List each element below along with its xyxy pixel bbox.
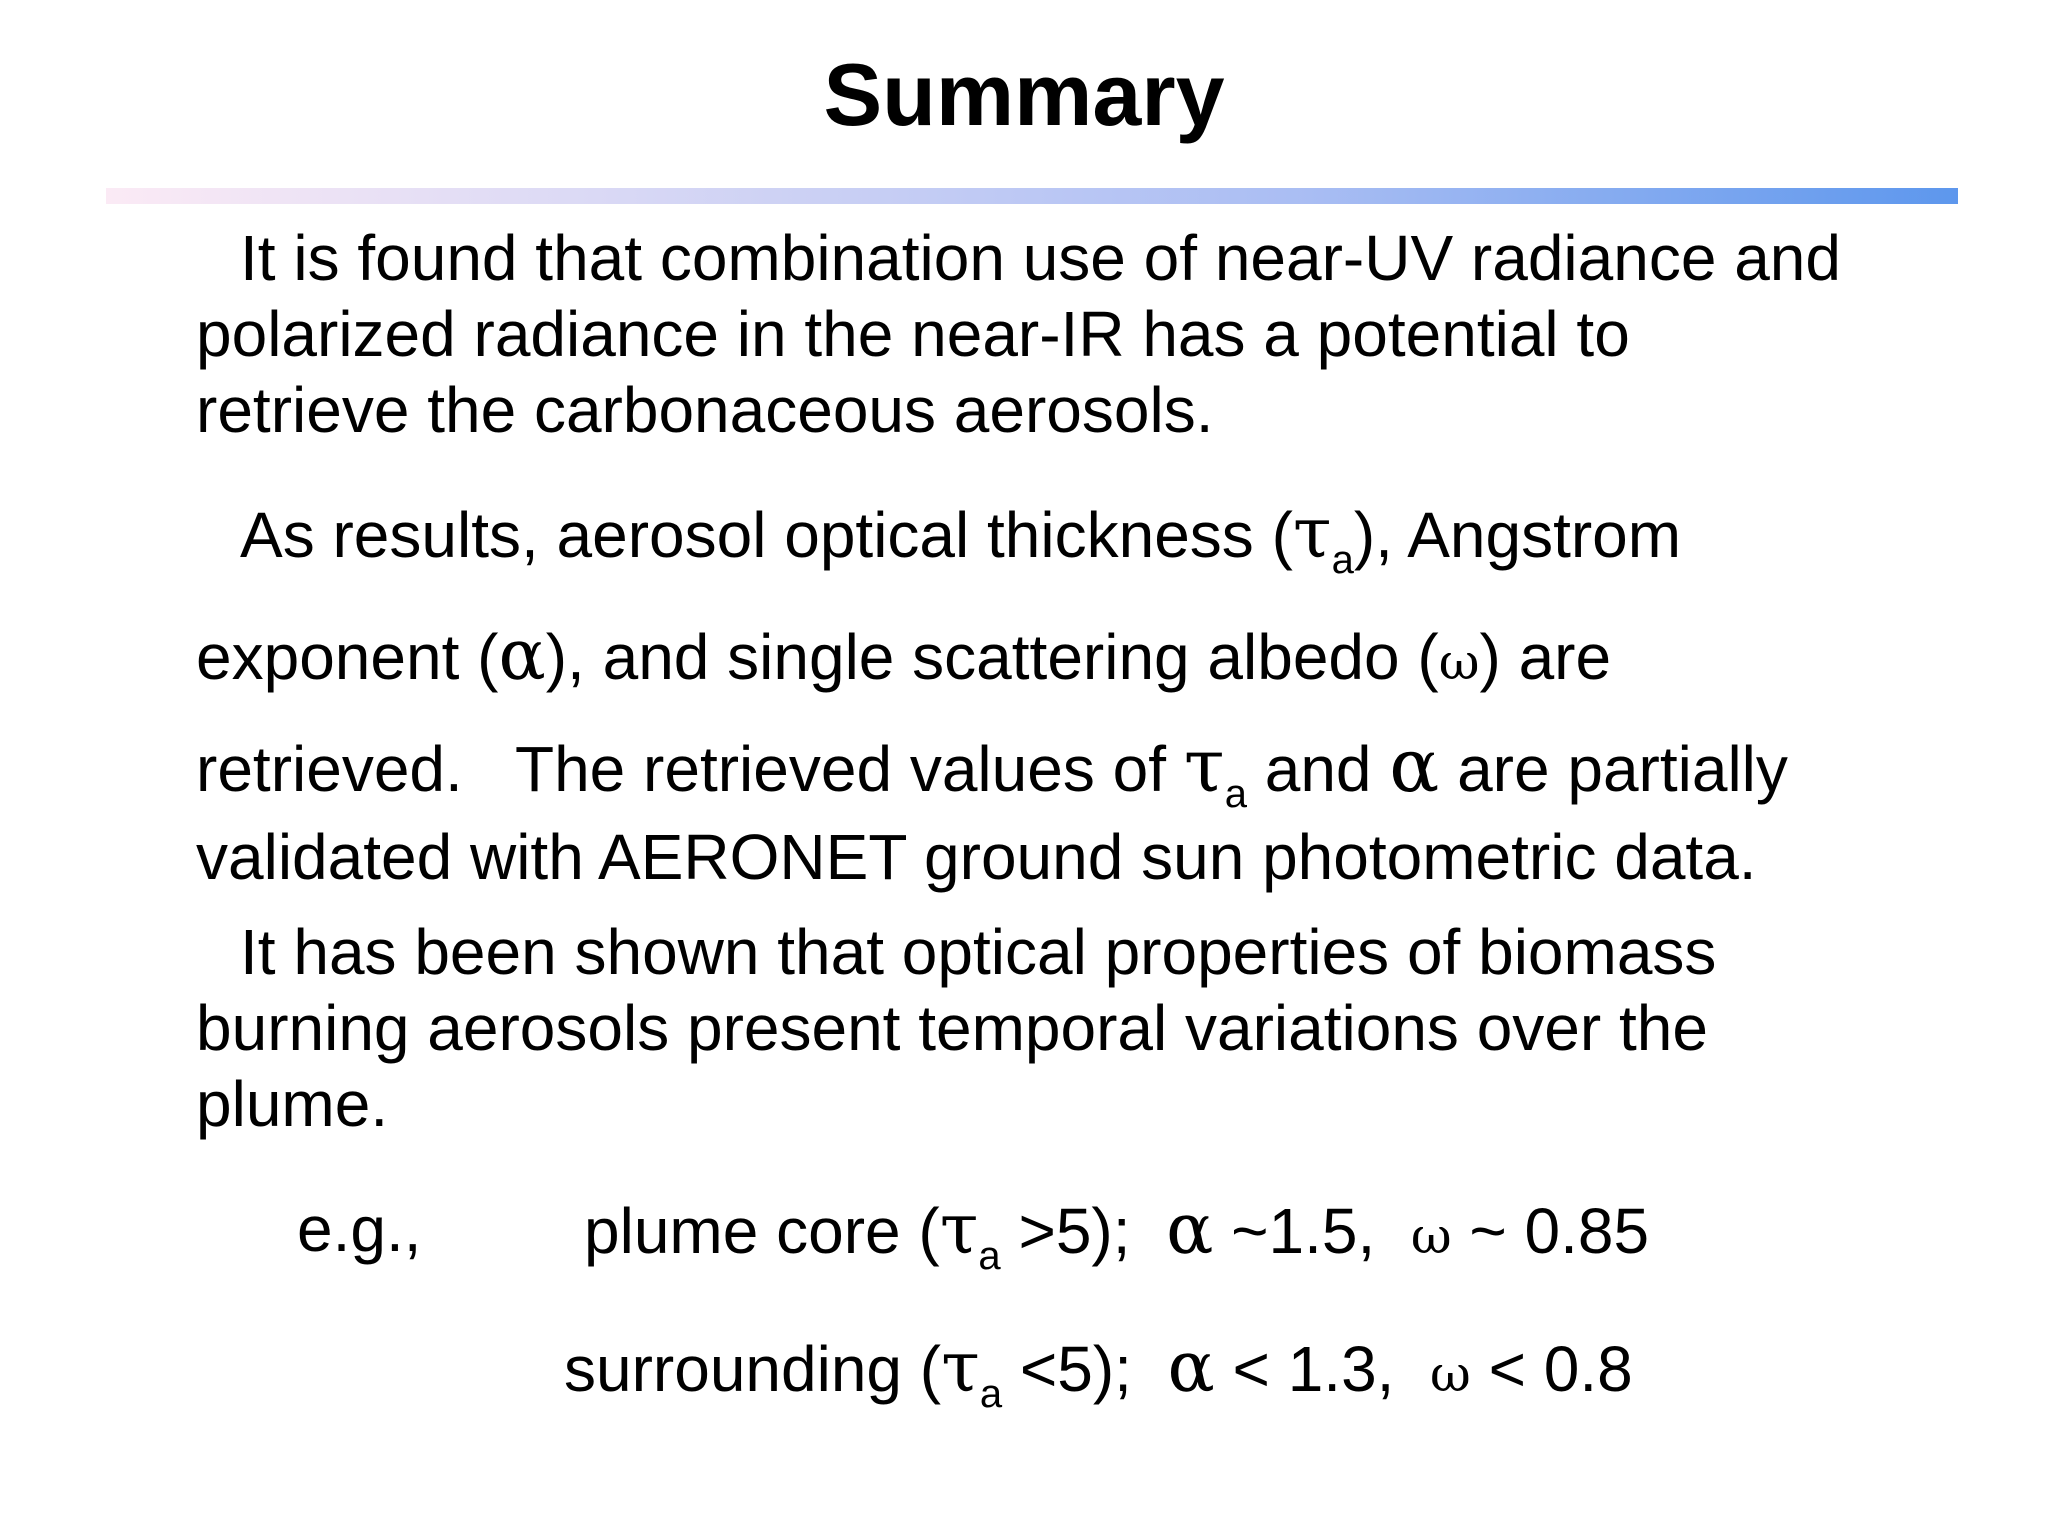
tau-symbol: τ bbox=[1183, 723, 1225, 809]
p3-line-1: It has been shown that optical properties of biomass bbox=[240, 916, 1717, 988]
p2-text: are partially bbox=[1439, 733, 1788, 805]
p2-text: exponent ( bbox=[196, 621, 499, 693]
p1-line-1: It is found that combination use of near-UV radiance and bbox=[240, 222, 1841, 294]
subscript-a: a bbox=[979, 1372, 1003, 1416]
p2-text: and bbox=[1246, 733, 1390, 805]
p2-line-1 bbox=[240, 492, 1682, 597]
subscript-a: a bbox=[1331, 538, 1354, 582]
subscript-a: a bbox=[1224, 772, 1247, 816]
example-text: <5); bbox=[1002, 1333, 1168, 1405]
alpha-symbol: α bbox=[1389, 723, 1440, 809]
slide-title: Summary bbox=[823, 45, 1225, 144]
example-text: < 0.8 bbox=[1470, 1333, 1633, 1405]
tau-symbol: τ bbox=[941, 1326, 980, 1408]
p2-text: ), and single scattering albedo ( bbox=[545, 621, 1439, 693]
p3-line-3: plume. bbox=[196, 1068, 389, 1140]
example-surrounding bbox=[564, 1326, 1633, 1431]
alpha-symbol: α bbox=[498, 614, 546, 696]
example-text: ~ 0.85 bbox=[1451, 1195, 1650, 1267]
alpha-symbol: α bbox=[1166, 1188, 1214, 1270]
p2-text: ), Angstrom bbox=[1353, 499, 1682, 571]
example-label: e.g., bbox=[297, 1193, 422, 1265]
p2-line-2 bbox=[196, 614, 1612, 699]
example-text: < 1.3, bbox=[1214, 1333, 1431, 1405]
subscript-a: a bbox=[978, 1234, 1001, 1278]
title-divider bbox=[106, 188, 1958, 204]
p3-line-2: burning aerosols present temporal variations over the bbox=[196, 992, 1708, 1064]
p2-text: As results, aerosol optical thickness ( bbox=[240, 499, 1293, 571]
alpha-symbol: α bbox=[1167, 1326, 1215, 1408]
tau-symbol: τ bbox=[1292, 492, 1332, 574]
omega-symbol: ω bbox=[1410, 1207, 1452, 1265]
p1-line-2: polarized radiance in the near-IR has a potential to bbox=[196, 298, 1630, 370]
omega-symbol: ω bbox=[1438, 633, 1480, 691]
omega-symbol: ω bbox=[1430, 1345, 1471, 1403]
example-plume-core bbox=[584, 1188, 1650, 1293]
p2-text: ) are bbox=[1479, 621, 1612, 693]
tau-symbol: τ bbox=[939, 1188, 979, 1270]
p1-line-3: retrieve the carbonaceous aerosols. bbox=[196, 374, 1214, 446]
p2-text: retrieved. The retrieved values of bbox=[196, 733, 1184, 805]
p2-line-4: validated with AERONET ground sun photometric data. bbox=[196, 821, 1757, 893]
example-text: plume core ( bbox=[584, 1195, 940, 1267]
example-text: surrounding ( bbox=[564, 1333, 942, 1405]
example-text: >5); bbox=[1000, 1195, 1167, 1267]
p2-line-3 bbox=[196, 723, 1788, 831]
example-text: ~1.5, bbox=[1213, 1195, 1411, 1267]
